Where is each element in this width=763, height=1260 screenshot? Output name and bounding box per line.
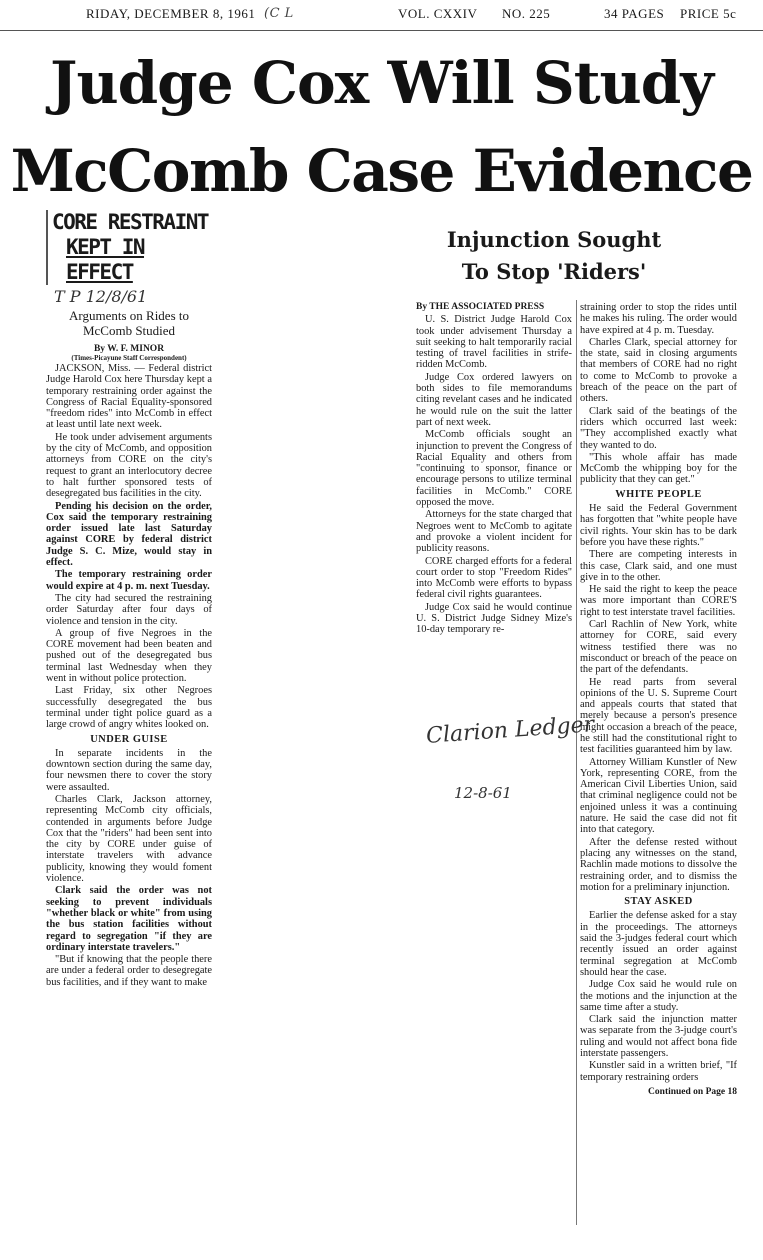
right-byline: By THE ASSOCIATED PRESS xyxy=(416,302,545,312)
column-rule xyxy=(576,300,577,1225)
right-paragraph: He said the Federal Government has forgotten that "white people have civil rights. Your skin has to be dark before you have these rights." xyxy=(580,503,737,548)
right-subsection-heading: WHITE PEOPLE xyxy=(615,488,702,500)
right-paragraph: There are competing interests in this case, Clark said, and one must give in to the other. xyxy=(580,549,737,583)
left-byline: By W. F. MINOR xyxy=(93,344,165,354)
masthead-date: RIDAY, DECEMBER 8, 1961 xyxy=(86,6,256,21)
left-subsection-heading: UNDER GUISE xyxy=(90,733,168,745)
left-handwritten-date: T P 12/8/61 xyxy=(54,287,148,306)
masthead-pages: 34 PAGES xyxy=(604,6,665,21)
left-title-line-2: KEPT IN EFFECT xyxy=(66,235,145,284)
left-bold-paragraph: The temporary restraining order would expire at 4 p. m. next Tuesday. xyxy=(46,569,212,592)
masthead-volume: VOL. CXXIV xyxy=(398,6,478,21)
right-paragraph: straining order to stop the rides until he makes his ruling. The order would have expired at 4 p. m. Tuesday. xyxy=(580,302,737,336)
left-article xyxy=(46,210,212,989)
right-paragraph: He read parts from several opinions of the U. S. Supreme Court and appeals courts that stated that merely because a person's presence might occasion a breach of the peace, he still had the constitutional right to test facilities guaranteed him by law. xyxy=(580,676,737,756)
right-paragraph: U. S. District Judge Harold Cox took under advisement Thursday a suit seeking to halt temporarily racial testing of travel facilities in strife-ridden McComb. xyxy=(416,314,572,371)
right-paragraph: Attorneys for the state charged that Negroes went to McComb to agitate and provoke a violent incident for publicity reasons. xyxy=(416,509,572,555)
handwritten-source: Clarion Ledger xyxy=(425,712,595,749)
right-paragraph: Earlier the defense asked for a stay in the proceedings. The attorneys said the 3-judges federal court which recently issued an order against terminal segregation at McComb should hear the case. xyxy=(580,910,737,978)
left-paragraph: A group of five Negroes in the CORE movement had been beaten and pushed out of the desegregated bus terminal last Wednesday when they went in without police protection. xyxy=(46,627,212,685)
masthead-number: NO. 225 xyxy=(502,6,551,21)
right-article-title xyxy=(414,224,694,288)
right-paragraph: Judge Cox ordered lawyers on both sides to file memorandums citing revelant cases and he indicated he would rule on the suit the latter part of next week. xyxy=(416,371,572,428)
left-body xyxy=(46,363,212,988)
right-title-line-2: To Stop 'Riders' xyxy=(461,259,647,284)
left-subhead-line-1: Arguments on Rides to xyxy=(68,308,189,323)
left-credit: (Times-Picayune Staff Correspondent) xyxy=(71,354,187,362)
headline-line-2: McComb Case Evidence xyxy=(10,137,753,205)
right-paragraph: Clark said the injunction matter was separate from the 3-judge court's ruling and would not affect bona fide interstate passengers. xyxy=(580,1014,737,1059)
masthead-price: PRICE 5c xyxy=(680,6,737,21)
right-paragraph: Attorney William Kunstler of New York, representing CORE, from the American Civil Liberties Union, said that criminal negligence could not be enjoined unless it was a continuing nature. He said the case did not fit into that category. xyxy=(580,756,737,836)
masthead xyxy=(0,0,763,31)
right-paragraph: Carl Rachlin of New York, white attorney for CORE, said every witness testified there was no misconduct or breach of the peace on the part of the defendants. xyxy=(580,619,737,676)
left-paragraph: Last Friday, six other Negroes successfully desegregated the bus terminal under tight police guard as a large crowd of angry whites looked on. xyxy=(46,685,212,731)
right-paragraph: McComb officials sought an injunction to prevent the Congress of Racial Equality and others from "continuing to sponsor, finance or encourage persons to utilize terminal facilities in McComb." CORE opposed the move. xyxy=(416,429,572,509)
right-paragraph: Judge Cox said he would rule on the motions and the injunction at the same time after a study. xyxy=(580,979,737,1013)
continued-note: Continued on Page 18 xyxy=(648,1086,737,1097)
right-paragraph: After the defense rested without placing any witnesses on the stand, Rachlin made motions to dissolve the restraining order, and to dismiss the motion for a preliminary injunction. xyxy=(580,836,737,893)
left-subhead xyxy=(46,308,212,338)
right-paragraph: CORE charged efforts for a federal court order to stop "Freedom Rides" into McComb were efforts to bypass federal civil rights guarantees. xyxy=(416,555,572,601)
left-paragraph: He took under advisement arguments by the city of McComb, and opposition attorneys from CORE on the city's request to grant an interlocutory decree to halt further sponsored tests of desegregated bus facilities in the city. xyxy=(46,431,212,500)
handwritten-date: 12-8-61 xyxy=(454,784,512,802)
left-title-line-1: CORE RESTRAINT xyxy=(52,210,209,234)
left-subhead-line-2: McComb Studied xyxy=(82,323,176,338)
left-paragraph: "But if knowing that the people there are under a federal order to desegregate bus facilities, and if they want to make xyxy=(46,954,212,988)
left-paragraph: JACKSON, Miss. — Federal district Judge Harold Cox here Thursday kept a temporary restraining order against the Congress of Racial Equality-sponsored "freedom rides" into McComb in effect at least until late next week. xyxy=(46,363,212,431)
right-paragraph: Judge Cox said he would continue U. S. District Judge Sidney Mize's 10-day temporary re- xyxy=(416,601,572,636)
right-paragraph: Charles Clark, special attorney for the state, said in closing arguments that members of CORE had no right to come to McComb to provoke a breach of the peace on the part of others. xyxy=(580,336,737,405)
masthead-handwriting: (C L xyxy=(264,6,294,21)
right-paragraph: Kunstler said in a written brief, "If temporary restraining orders xyxy=(580,1060,737,1083)
right-subsection-heading: STAY ASKED xyxy=(624,896,693,908)
left-paragraph: The city had secured the restraining order Saturday after four days of violence and tension in the city. xyxy=(46,592,212,627)
left-bold-paragraph: Pending his decision on the order, Cox said the temporary restraining order issued late last Saturday against CORE by federal district Judge S. C. Mize, would stay in effect. xyxy=(46,500,212,569)
left-bold-paragraph: Clark said the order was not seeking to prevent individuals "whether black or white" from using the bus station facilities without regard to segregation "if they are ordinary interstate travelers." xyxy=(46,885,212,953)
right-paragraph: "This whole affair has made McComb the whipping boy for the publicity that they can get." xyxy=(580,451,737,486)
left-paragraph: Charles Clark, Jackson attorney, representing McComb city officials, contended in arguments before Judge Cox that the "riders" had been sent into the city by CORE under guise of interstate travelers with advance publicity, knowing they would foment violence. xyxy=(46,793,212,885)
right-paragraph: He said the right to keep the peace was more important than CORE'S right to test interstate travel facilities. xyxy=(580,584,737,618)
right-title-line-1: Injunction Sought xyxy=(446,227,662,252)
left-article-title xyxy=(46,210,212,285)
right-column-1 xyxy=(416,302,572,637)
right-paragraph: Clark said of the beatings of the riders which occurred last week: "They accomplished exactly what they wanted to do. xyxy=(580,405,737,451)
right-column-2 xyxy=(580,302,737,1099)
headline-line-1: Judge Cox Will Study xyxy=(50,49,713,117)
left-paragraph: In separate incidents in the downtown section during the same day, four newsmen there to cover the story were assaulted. xyxy=(46,747,212,793)
